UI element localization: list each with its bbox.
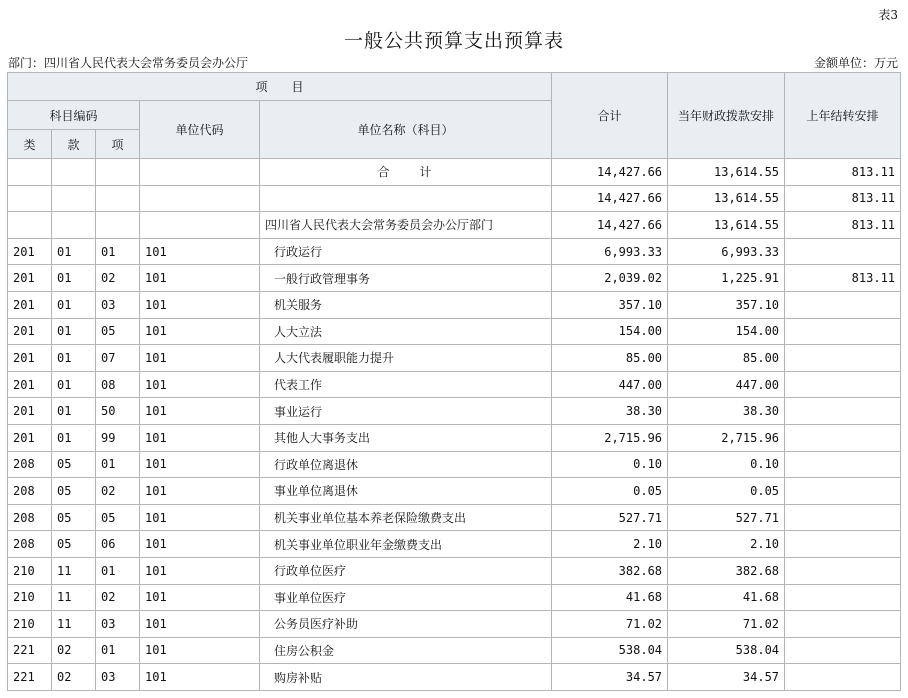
cell-prior-year [785,398,901,425]
cell-xiang: 02 [96,478,140,505]
cell-current-year: 1,225.91 [668,265,785,292]
cell-unit-name: 事业单位离退休 [260,478,552,505]
table-header [8,73,901,159]
cell-current-year: 154.00 [668,318,785,345]
cell-unit-name: 合 计 [260,159,552,186]
table-row [8,185,901,212]
cell-unit-code [140,159,260,186]
cell-kuan: 02 [52,664,96,691]
cell-current-year: 34.57 [668,664,785,691]
cell-prior-year [785,531,901,558]
cell-kuan: 11 [52,557,96,584]
cell-lei [8,185,52,212]
cell-current-year: 2.10 [668,531,785,558]
cell-xiang: 03 [96,611,140,638]
cell-total: 447.00 [552,371,668,398]
header-unit-code: 单位代码 [140,101,260,159]
cell-unit-name: 购房补贴 [260,664,552,691]
cell-unit-code: 101 [140,265,260,292]
cell-unit-code [140,212,260,239]
cell-kuan: 01 [52,398,96,425]
cell-current-year: 41.68 [668,584,785,611]
cell-prior-year [785,291,901,318]
cell-kuan: 01 [52,291,96,318]
cell-xiang: 03 [96,291,140,318]
cell-lei: 210 [8,611,52,638]
header-subject-code: 科目编码 [8,101,140,130]
cell-xiang: 02 [96,584,140,611]
sheet-label: 表3 [878,8,898,22]
department-label: 部门：四川省人民代表大会常务委员会办公厅 [8,56,249,70]
cell-unit-name: 四川省人民代表大会常务委员会办公厅部门 [260,212,552,239]
cell-total: 85.00 [552,345,668,372]
table-row [8,159,901,186]
table-row [8,345,901,372]
table-row [8,611,901,638]
cell-kuan: 01 [52,318,96,345]
cell-kuan: 11 [52,584,96,611]
cell-total: 41.68 [552,584,668,611]
cell-total: 6,993.33 [552,238,668,265]
table-row [8,478,901,505]
cell-current-year: 85.00 [668,345,785,372]
cell-total: 538.04 [552,637,668,664]
table-row [8,637,901,664]
cell-current-year: 0.05 [668,478,785,505]
cell-current-year: 38.30 [668,398,785,425]
cell-current-year: 6,993.33 [668,238,785,265]
cell-xiang: 05 [96,318,140,345]
cell-current-year: 357.10 [668,291,785,318]
cell-total: 382.68 [552,557,668,584]
cell-unit-code: 101 [140,424,260,451]
cell-current-year: 447.00 [668,371,785,398]
cell-unit-code: 101 [140,557,260,584]
cell-xiang [96,212,140,239]
header-current-year: 当年财政拨款安排 [668,73,785,159]
header-xiang: 项 [96,130,140,159]
cell-prior-year [785,451,901,478]
cell-xiang: 01 [96,557,140,584]
table-row [8,371,901,398]
cell-prior-year [785,478,901,505]
cell-lei: 201 [8,424,52,451]
cell-unit-name: 行政单位离退休 [260,451,552,478]
cell-unit-name: 事业单位医疗 [260,584,552,611]
cell-kuan: 05 [52,531,96,558]
cell-total: 357.10 [552,291,668,318]
cell-prior-year [785,345,901,372]
cell-unit-code: 101 [140,478,260,505]
cell-kuan [52,185,96,212]
cell-unit-code: 101 [140,345,260,372]
cell-lei: 201 [8,371,52,398]
cell-unit-name: 其他人大事务支出 [260,424,552,451]
cell-xiang: 01 [96,637,140,664]
cell-current-year: 527.71 [668,504,785,531]
cell-prior-year [785,504,901,531]
cell-unit-name: 代表工作 [260,371,552,398]
cell-lei: 210 [8,584,52,611]
cell-lei: 208 [8,478,52,505]
cell-unit-code: 101 [140,451,260,478]
cell-kuan: 01 [52,371,96,398]
cell-unit-code [140,185,260,212]
cell-unit-name: 事业运行 [260,398,552,425]
table-row [8,398,901,425]
cell-unit-name: 一般行政管理事务 [260,265,552,292]
table-row [8,504,901,531]
cell-total: 14,427.66 [552,159,668,186]
cell-prior-year [785,371,901,398]
cell-lei: 201 [8,398,52,425]
cell-unit-name: 人大立法 [260,318,552,345]
cell-current-year: 0.10 [668,451,785,478]
table-row [8,318,901,345]
cell-current-year: 71.02 [668,611,785,638]
cell-xiang: 02 [96,265,140,292]
cell-unit-code: 101 [140,637,260,664]
cell-prior-year [785,318,901,345]
table-body [8,159,901,691]
cell-unit-code: 101 [140,584,260,611]
cell-xiang [96,185,140,212]
cell-kuan: 01 [52,238,96,265]
cell-unit-code: 101 [140,371,260,398]
cell-prior-year [785,557,901,584]
cell-lei: 208 [8,531,52,558]
cell-unit-name: 住房公积金 [260,637,552,664]
header-lei: 类 [8,130,52,159]
cell-unit-code: 101 [140,531,260,558]
header-item: 项 目 [8,73,552,101]
amount-unit-label: 金额单位：万元 [813,56,898,70]
cell-unit-code: 101 [140,291,260,318]
table-row [8,451,901,478]
cell-prior-year: 813.11 [785,265,901,292]
cell-xiang: 50 [96,398,140,425]
cell-xiang: 99 [96,424,140,451]
page-title: 一般公共预算支出预算表 [343,30,564,52]
cell-kuan: 01 [52,265,96,292]
header-prior-year: 上年结转安排 [785,73,901,159]
cell-total: 2,039.02 [552,265,668,292]
header-total: 合计 [552,73,668,159]
cell-prior-year [785,637,901,664]
cell-prior-year [785,611,901,638]
cell-prior-year: 813.11 [785,185,901,212]
cell-total: 0.10 [552,451,668,478]
cell-total: 38.30 [552,398,668,425]
cell-kuan: 05 [52,451,96,478]
cell-kuan: 05 [52,504,96,531]
cell-unit-name: 行政运行 [260,238,552,265]
cell-lei: 208 [8,451,52,478]
cell-current-year: 538.04 [668,637,785,664]
table-row [8,212,901,239]
cell-prior-year: 813.11 [785,159,901,186]
budget-table [7,72,901,691]
cell-lei [8,212,52,239]
cell-prior-year [785,238,901,265]
cell-lei: 208 [8,504,52,531]
table-row [8,664,901,691]
table-row [8,584,901,611]
header-kuan: 款 [52,130,96,159]
table-row [8,557,901,584]
cell-unit-name: 人大代表履职能力提升 [260,345,552,372]
cell-unit-name: 公务员医疗补助 [260,611,552,638]
cell-unit-code: 101 [140,398,260,425]
cell-prior-year [785,424,901,451]
cell-xiang [96,159,140,186]
table-row [8,531,901,558]
cell-total: 34.57 [552,664,668,691]
cell-unit-name: 机关事业单位职业年金缴费支出 [260,531,552,558]
cell-kuan [52,212,96,239]
cell-total: 527.71 [552,504,668,531]
cell-current-year: 13,614.55 [668,185,785,212]
cell-kuan: 01 [52,424,96,451]
cell-xiang: 05 [96,504,140,531]
cell-xiang: 03 [96,664,140,691]
cell-lei: 210 [8,557,52,584]
table-row [8,424,901,451]
cell-lei: 201 [8,345,52,372]
cell-unit-code: 101 [140,318,260,345]
cell-unit-code: 101 [140,664,260,691]
cell-current-year: 13,614.55 [668,159,785,186]
cell-total: 0.05 [552,478,668,505]
cell-prior-year [785,664,901,691]
cell-lei: 221 [8,664,52,691]
cell-current-year: 2,715.96 [668,424,785,451]
cell-unit-name [260,185,552,212]
table-row [8,265,901,292]
cell-total: 2.10 [552,531,668,558]
table-row [8,238,901,265]
cell-kuan [52,159,96,186]
cell-kuan: 11 [52,611,96,638]
cell-total: 14,427.66 [552,212,668,239]
cell-unit-name: 行政单位医疗 [260,557,552,584]
cell-unit-code: 101 [140,238,260,265]
cell-total: 71.02 [552,611,668,638]
cell-lei: 201 [8,238,52,265]
cell-total: 14,427.66 [552,185,668,212]
cell-lei: 221 [8,637,52,664]
table-row [8,291,901,318]
cell-lei: 201 [8,318,52,345]
cell-lei: 201 [8,265,52,292]
cell-xiang: 06 [96,531,140,558]
cell-current-year: 382.68 [668,557,785,584]
cell-unit-code: 101 [140,611,260,638]
cell-xiang: 08 [96,371,140,398]
cell-kuan: 01 [52,345,96,372]
cell-unit-name: 机关服务 [260,291,552,318]
cell-xiang: 01 [96,451,140,478]
cell-kuan: 05 [52,478,96,505]
cell-xiang: 01 [96,238,140,265]
cell-kuan: 02 [52,637,96,664]
header-unit-name: 单位名称（科目） [260,101,552,159]
cell-prior-year: 813.11 [785,212,901,239]
cell-lei [8,159,52,186]
cell-prior-year [785,584,901,611]
cell-lei: 201 [8,291,52,318]
cell-current-year: 13,614.55 [668,212,785,239]
cell-unit-code: 101 [140,504,260,531]
cell-total: 154.00 [552,318,668,345]
cell-xiang: 07 [96,345,140,372]
cell-total: 2,715.96 [552,424,668,451]
cell-unit-name: 机关事业单位基本养老保险缴费支出 [260,504,552,531]
